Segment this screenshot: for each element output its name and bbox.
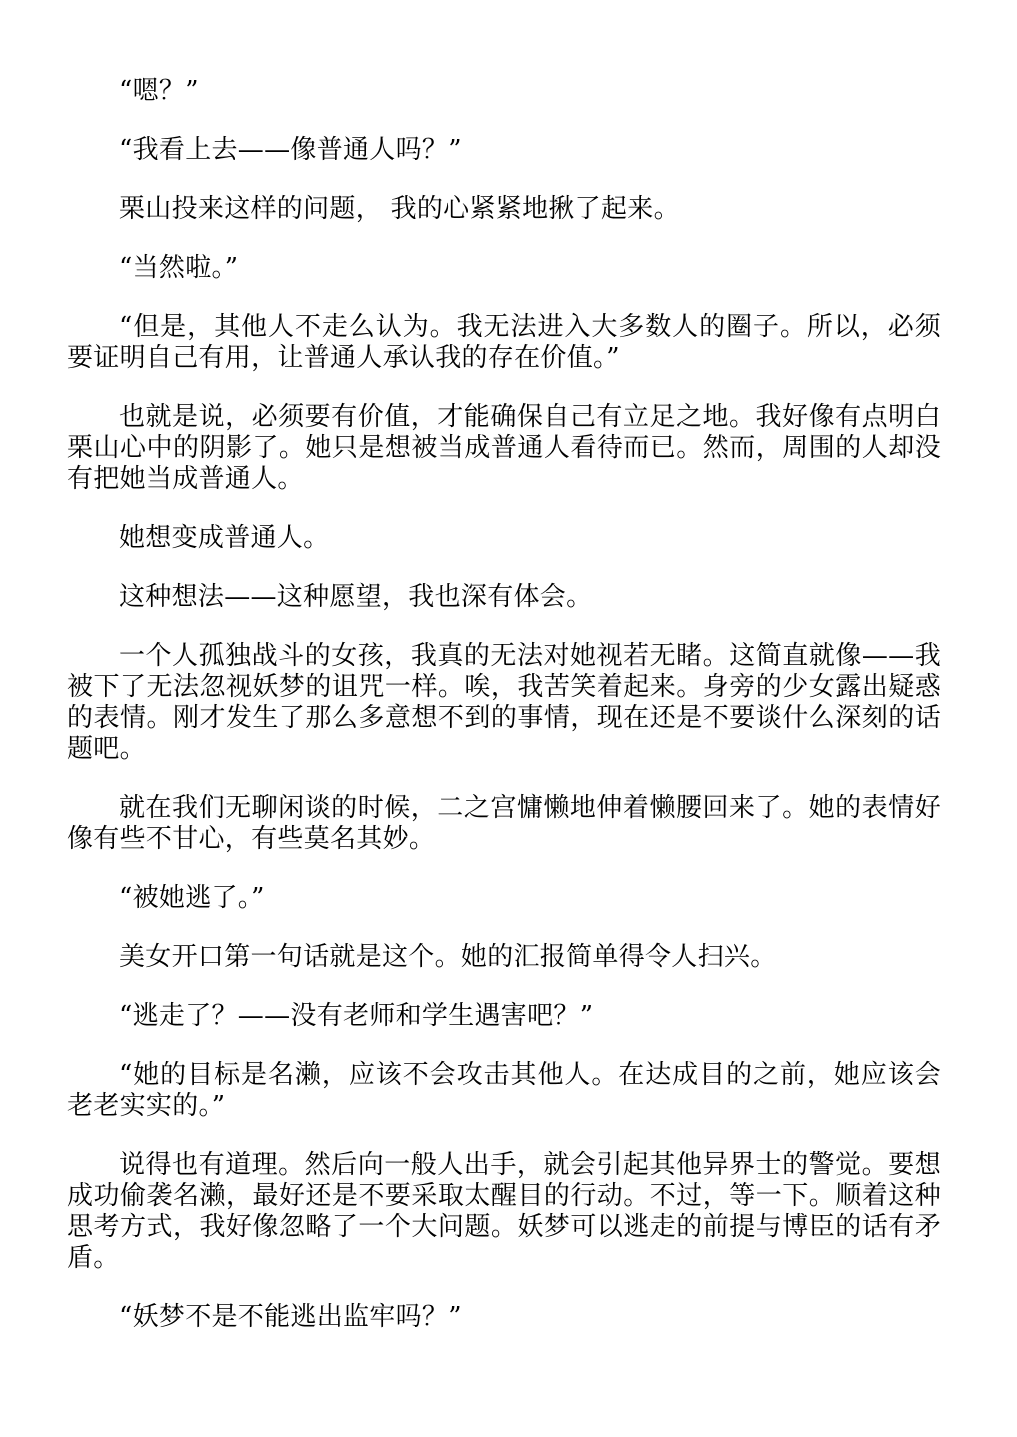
paragraph: 一个人孤独战斗的女孩，我真的无法对她视若无睹。这简直就像——我被下了无法忽视妖梦的诅咒一样。唉，我苦笑着起来。身旁的少女露出疑惑的表情。刚才发生了那么多意想不到的事情，现在还是不要谈什么深刻的话题吧。 <box>67 641 941 764</box>
paragraph: “被她逃了。” <box>119 883 265 913</box>
paragraph: “但是，其他人不走么认为。我无法进入大多数人的圈子。所以，必须要证明自己有用，让普通人承认我的存在价值。” <box>67 312 941 373</box>
paragraph: 美女开口第一句话就是这个。她的汇报简单得令人扫兴。 <box>119 942 777 972</box>
paragraph: 也就是说，必须要有价值，才能确保自己有立足之地。我好像有点明白栗山心中的阴影了。她只是想被当成普通人看待而已。然而，周围的人却没有把她当成普通人。 <box>67 402 941 494</box>
paragraph: 就在我们无聊闲谈的时候，二之宫慵懒地伸着懒腰回来了。她的表情好像有些不甘心，有些莫名其妙。 <box>67 793 941 854</box>
paragraph: 她想变成普通人。 <box>119 523 330 553</box>
paragraph: 这种想法——这种愿望，我也深有体会。 <box>119 582 593 612</box>
paragraph: 栗山投来这样的问题， 我的心紧紧地揪了起来。 <box>119 194 680 224</box>
paragraph: “当然啦。” <box>119 253 239 283</box>
paragraph: “逃走了？——没有老师和学生遇害吧？” <box>119 1001 594 1031</box>
paragraph: “妖梦不是不能逃出监牢吗？” <box>119 1302 462 1332</box>
paragraph: “她的目标是名濑，应该不会攻击其他人。在达成目的之前，她应该会老老实实的。” <box>67 1060 941 1121</box>
paragraph: “嗯？” <box>119 76 199 106</box>
paragraph: 说得也有道理。然后向一般人出手，就会引起其他异界士的警觉。要想成功偷袭名濑，最好还是不要采取太醒目的行动。不过，等一下。顺着这种思考方式，我好像忽略了一个大问题。妖梦可以逃走的前提与博臣的话有矛盾。 <box>67 1150 941 1273</box>
paragraph: “我看上去——像普通人吗？” <box>119 135 462 165</box>
